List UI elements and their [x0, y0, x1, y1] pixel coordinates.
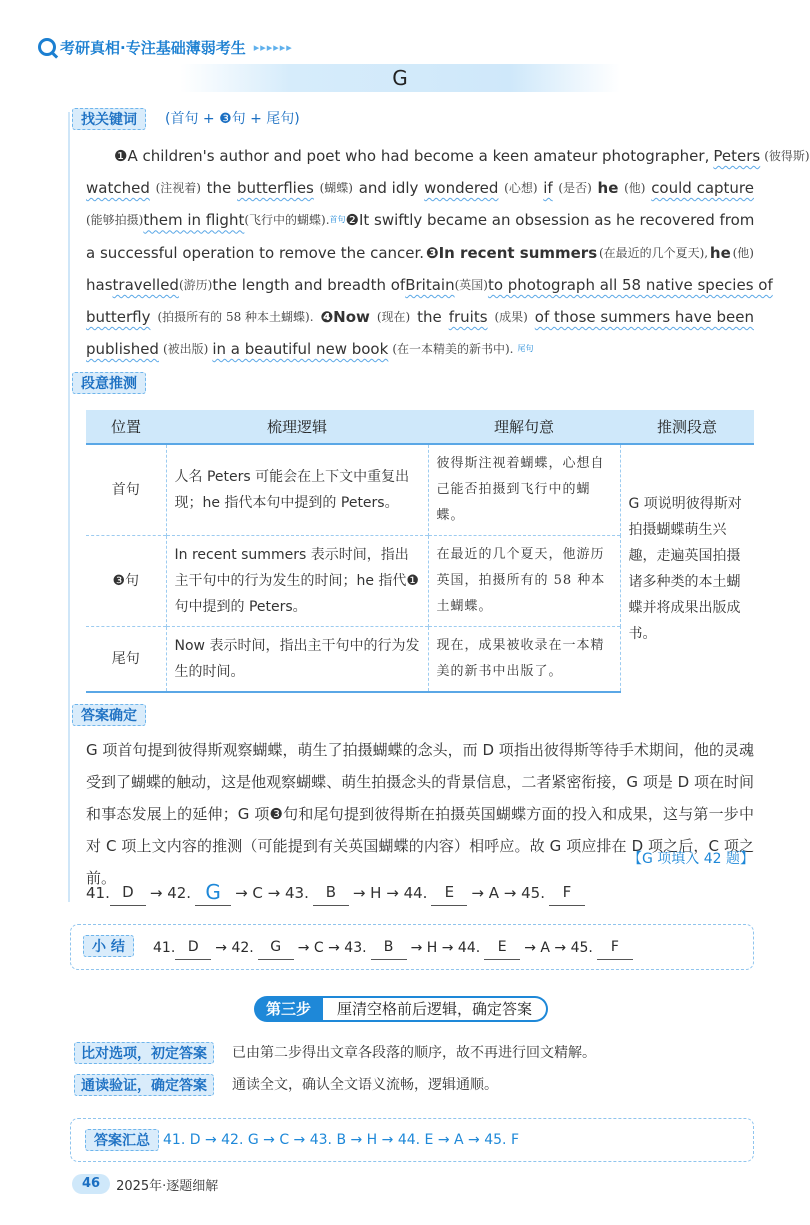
passage-text: and idly: [358, 179, 419, 198]
passage-text: the: [206, 179, 232, 198]
keyword: to photograph all 58 native species of: [487, 275, 773, 294]
answer-chain: [86, 880, 585, 906]
table-cell-logic: 人名 Peters 可能会在上下文中重复出现；he 指代本句中提到的 Peters。: [166, 444, 428, 536]
step3-tag: 通读验证，确定答案: [74, 1074, 214, 1096]
gloss: (成果): [494, 309, 528, 324]
gloss: (他): [732, 245, 754, 260]
answer-blank: E: [431, 879, 467, 906]
passage-text: ❶A children's author and poet who had become a keen amateur photographer,: [114, 147, 710, 165]
table-cell-logic: Now 表示时间，指出主干句中的行为发生的时间。: [166, 627, 428, 693]
chain-text: → C → 43.: [235, 884, 309, 902]
gloss: (拍摄所有的 58 种本土蝴蝶).: [157, 309, 314, 324]
table-cell-conclusion: G 项说明彼得斯对拍摄蝴蝶萌生兴趣，走遍英国拍摄诸多种类的本土蝴蝶并将成果出版成书。: [620, 444, 754, 692]
keyword: butterfly: [86, 307, 151, 326]
gloss: (飞行中的蝴蝶).: [244, 213, 330, 228]
passage-line: [86, 204, 754, 236]
footer: [72, 1174, 218, 1194]
keyword: if: [543, 179, 553, 198]
inference-table: [86, 410, 754, 693]
gloss: (蝴蝶): [319, 181, 353, 196]
final-tag: 答案汇总: [85, 1129, 159, 1151]
chain-text: → A → 45.: [471, 884, 545, 902]
step3-text: 已由第二步得出文章各段落的顺序，故不再进行回文精解。: [232, 1045, 596, 1061]
keyword: ❸In recent summers: [425, 243, 598, 262]
gloss: (他): [624, 181, 646, 196]
gloss: (能够拍摄): [86, 213, 144, 228]
passage-line: [86, 301, 754, 333]
summary-tag: 小 结: [83, 935, 134, 957]
final-box: [70, 1118, 754, 1162]
table-header: 位置: [86, 410, 166, 444]
table-cell-meaning: 在最近的几个夏天，他游历英国，拍摄所有的 58 种本土蝴蝶。: [428, 536, 620, 627]
answer-text: G 项首句提到彼得斯观察蝴蝶，萌生了拍摄蝴蝶的念头，而 D 项指出彼得斯等待手术期间，他的灵魂受到了蝴蝶的触动，这是他观察蝴蝶、萌生拍摄念头的背景信息，二者紧密衔接，G 项是 D 项在时间和事态发展上的延伸；G 项❸句和尾句提到彼得斯在拍摄英国蝴蝶方面的投入和成果，这与第一步中对 C 项上文内容的推测（可能提到有关英国蝴蝶的内容）相呼应。故 G 项应排在 D 项之后，C 项之前。: [86, 741, 754, 887]
keyword: he: [709, 243, 731, 262]
chain-text: → H → 44.: [410, 940, 481, 956]
passage-line: [86, 237, 754, 269]
keyword: ❹Now: [320, 307, 370, 326]
final-answer: 41. D → 42. G → C → 43. B → H → 44. E → A → 45. F: [163, 1132, 520, 1148]
step3-number: 第三步: [254, 996, 323, 1022]
inference-tag: 段意推测: [72, 372, 146, 394]
chain-text: → A → 45.: [524, 940, 593, 956]
passage-text: the length and breadth of: [212, 275, 406, 294]
table-cell-position: ❸句: [86, 536, 166, 627]
table-cell-meaning: 彼得斯注视着蝴蝶，心想自己能否拍摄到飞行中的蝴蝶。: [428, 444, 620, 536]
answer-blank: G: [258, 935, 294, 960]
answer-bracket: 【G 项填入 42 题】: [627, 851, 754, 867]
table-row: [86, 444, 754, 536]
gloss: (英国): [454, 277, 488, 292]
keyword: published: [86, 340, 159, 359]
passage-line: [86, 333, 754, 365]
gloss: (彼得斯): [764, 149, 810, 163]
keywords-tag: 找关键词: [72, 108, 146, 130]
brand: [38, 36, 293, 58]
answer-blank: F: [549, 879, 585, 906]
table-cell-logic: In recent summers 表示时间，指出主干句中的行为发生的时间；he 指代❶句中提到的 Peters。: [166, 536, 428, 627]
gloss: (现在): [376, 309, 411, 324]
sentence-mark: 首句: [329, 215, 346, 225]
keyword: could capture: [651, 179, 754, 198]
answer-blank: E: [484, 935, 520, 960]
section-title: G: [180, 64, 620, 92]
table-cell-position: 首句: [86, 444, 166, 536]
brand-title: 考研真相·专注基础薄弱考生: [60, 38, 246, 57]
passage-line: [86, 172, 754, 204]
step3-header: [254, 996, 548, 1022]
answer-blank: B: [313, 879, 349, 906]
gloss: (注视着): [155, 181, 201, 196]
table-header: 理解句意: [428, 410, 620, 444]
keyword: he: [597, 179, 619, 198]
keyword: butterflies: [237, 179, 314, 198]
gloss: (是否): [558, 181, 592, 196]
left-rule: [68, 112, 70, 902]
keyword: Peters: [713, 147, 761, 165]
keyword: in a beautiful new book: [212, 340, 389, 359]
step3-title: 厘清空格前后逻辑，确定答案: [323, 996, 548, 1022]
gloss: (在最近的几个夏天),: [598, 245, 709, 260]
passage-text: ❷It swiftly became an obsession as he recovered from: [345, 211, 755, 230]
step3-tag: 比对选项，初定答案: [74, 1042, 214, 1064]
chain-text: 41.: [86, 884, 110, 902]
sentence-mark: 尾句: [517, 344, 534, 354]
keyword: them in flight: [143, 211, 245, 230]
table-header-row: [86, 410, 754, 444]
arrows-decoration: ▸▸▸▸▸▸: [253, 40, 293, 54]
summary-chain: [153, 935, 633, 960]
passage-line: [86, 269, 773, 301]
answer-blank: D: [110, 879, 146, 906]
table-header: 梳理逻辑: [166, 410, 428, 444]
table-header: 推测段意: [620, 410, 754, 444]
gloss: (游历): [178, 277, 213, 292]
keyword: fruits: [448, 307, 488, 326]
answer-blank: B: [371, 935, 407, 960]
footer-title: 2025年·逐题细解: [116, 1178, 219, 1194]
keyword: travelled: [112, 275, 179, 294]
passage-text: a successful operation to remove the cancer.: [86, 243, 425, 262]
keyword: wondered: [424, 179, 499, 198]
keywords-subhead: (首句 + ❸句 + 尾句): [165, 111, 300, 127]
step3-text: 通读全文，确认全文语义流畅，逻辑通顺。: [232, 1077, 498, 1093]
passage-text: has: [86, 275, 113, 294]
page-number: 46: [72, 1174, 110, 1194]
keyword: Britain: [405, 275, 455, 294]
passage-line: [86, 140, 810, 172]
summary-box: [70, 924, 754, 970]
passage: [86, 140, 810, 365]
gloss: (在一本精美的新书中).: [392, 342, 514, 357]
chain-text: → C → 43.: [297, 940, 367, 956]
table-cell-position: 尾句: [86, 627, 166, 693]
keyword: of those summers have been: [534, 307, 754, 326]
keyword: watched: [86, 179, 150, 198]
chain-text: 41.: [153, 940, 176, 956]
gloss: (被出版): [162, 342, 209, 357]
passage-text: the: [417, 307, 442, 326]
answer-blank: G: [195, 879, 231, 906]
chain-text: → 42.: [149, 884, 192, 902]
answer-tag: 答案确定: [72, 704, 146, 726]
chain-text: → 42.: [215, 940, 254, 956]
search-icon: [38, 38, 56, 56]
chain-text: → H → 44.: [352, 884, 428, 902]
answer-blank: F: [597, 935, 633, 960]
answer-blank: D: [175, 935, 211, 960]
table-cell-meaning: 现在，成果被收录在一本精美的新书中出版了。: [428, 627, 620, 693]
gloss: (心想): [504, 181, 538, 196]
